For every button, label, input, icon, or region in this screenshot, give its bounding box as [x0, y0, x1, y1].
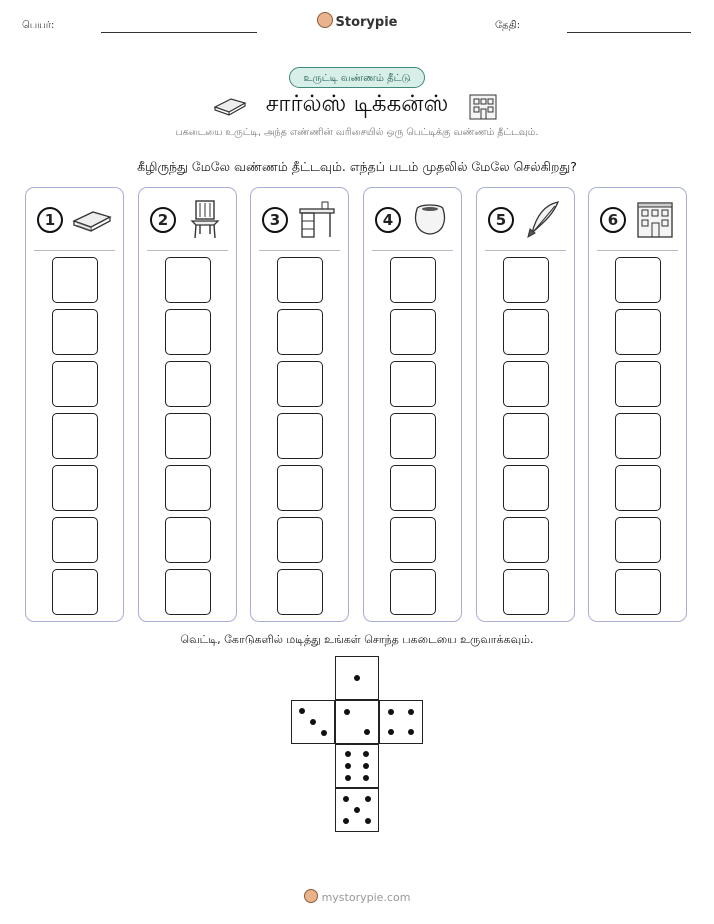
date-label: தேதி:: [495, 20, 521, 31]
color-box[interactable]: [503, 257, 549, 303]
color-box[interactable]: [277, 517, 323, 563]
color-box[interactable]: [52, 361, 98, 407]
inkpot-icon: [409, 199, 451, 239]
column-divider: [147, 250, 228, 251]
page-title: சார்ல்ஸ் டிக்கன்ஸ்: [265, 91, 449, 117]
color-box[interactable]: [390, 257, 436, 303]
dice-pip: [345, 763, 351, 769]
column-divider: [259, 250, 340, 251]
column-number: 1: [37, 207, 63, 233]
color-box[interactable]: [52, 257, 98, 303]
building-icon: [634, 199, 676, 239]
color-box[interactable]: [615, 465, 661, 511]
column-3: [250, 187, 349, 622]
color-box[interactable]: [165, 569, 211, 615]
column-6: [588, 187, 687, 622]
dice-pip: [388, 729, 394, 735]
color-box[interactable]: [52, 569, 98, 615]
dice-face-6: [335, 744, 379, 788]
color-box[interactable]: [52, 413, 98, 459]
column-1: [25, 187, 124, 622]
column-number: 4: [375, 207, 401, 233]
bear-icon: [304, 889, 318, 903]
building-title-icon: [468, 92, 498, 120]
color-box[interactable]: [165, 257, 211, 303]
color-box[interactable]: [165, 517, 211, 563]
dice-pip: [354, 675, 360, 681]
color-box[interactable]: [165, 465, 211, 511]
color-box[interactable]: [277, 257, 323, 303]
dice-pip: [310, 719, 316, 725]
color-box[interactable]: [277, 413, 323, 459]
column-divider: [372, 250, 453, 251]
column-number: 5: [488, 207, 514, 233]
name-label: பெயர்:: [22, 20, 55, 31]
color-box[interactable]: [615, 257, 661, 303]
quill-icon: [522, 199, 564, 239]
color-box[interactable]: [503, 361, 549, 407]
dice-pip: [365, 818, 371, 824]
bear-icon: [317, 12, 333, 28]
dice-pip: [354, 807, 360, 813]
color-box[interactable]: [277, 465, 323, 511]
dice-face-3: [291, 700, 335, 744]
color-box[interactable]: [615, 517, 661, 563]
color-box[interactable]: [277, 569, 323, 615]
dice-pip: [345, 775, 351, 781]
color-box[interactable]: [277, 309, 323, 355]
color-box[interactable]: [390, 517, 436, 563]
instruction: கீழிருந்து மேலே வண்ணம் தீட்டவும். எந்தப் படம் முதலில் மேலே செல்கிறது?: [137, 159, 577, 174]
color-box[interactable]: [277, 361, 323, 407]
column-number: 3: [262, 207, 288, 233]
column-2: [138, 187, 237, 622]
column-divider: [597, 250, 678, 251]
book-icon: [71, 199, 113, 239]
color-box[interactable]: [52, 309, 98, 355]
color-box[interactable]: [615, 361, 661, 407]
dice-pip: [364, 729, 370, 735]
color-box[interactable]: [615, 569, 661, 615]
dice-face-5: [335, 788, 379, 832]
date-line[interactable]: [567, 32, 691, 33]
activity-tag: உருட்டி வண்ணம் தீட்டு: [289, 67, 425, 88]
dice-pip: [408, 709, 414, 715]
dice-pip: [345, 751, 351, 757]
dice-pip: [343, 818, 349, 824]
dice-face-4: [379, 700, 423, 744]
color-box[interactable]: [615, 309, 661, 355]
color-box[interactable]: [390, 569, 436, 615]
dice-pip: [321, 730, 327, 736]
dice-pip: [363, 751, 369, 757]
storypie-logo: Storypie: [0, 12, 714, 30]
dice-pip: [363, 775, 369, 781]
dice-pip: [408, 729, 414, 735]
color-box[interactable]: [503, 569, 549, 615]
color-box[interactable]: [165, 309, 211, 355]
color-box[interactable]: [165, 361, 211, 407]
dice-pip: [365, 796, 371, 802]
color-box[interactable]: [390, 465, 436, 511]
dice-pip: [343, 796, 349, 802]
name-line[interactable]: [101, 32, 257, 33]
color-box[interactable]: [390, 309, 436, 355]
color-box[interactable]: [503, 413, 549, 459]
subtitle: பகடையை உருட்டி, அந்த எண்ணின் வரிசையில் ஒரு பெட்டிக்கு வண்ணம் தீட்டவும்.: [175, 127, 539, 138]
color-box[interactable]: [390, 361, 436, 407]
dice-pip: [299, 708, 305, 714]
dice-face-2: [335, 700, 379, 744]
column-4: [363, 187, 462, 622]
color-box[interactable]: [503, 517, 549, 563]
color-box[interactable]: [390, 413, 436, 459]
color-box[interactable]: [503, 465, 549, 511]
desk-icon: [296, 199, 338, 239]
color-box[interactable]: [503, 309, 549, 355]
dice-pip: [344, 709, 350, 715]
chair-icon: [184, 199, 226, 239]
dice-pip: [363, 763, 369, 769]
color-box[interactable]: [52, 517, 98, 563]
column-divider: [485, 250, 566, 251]
column-5: [476, 187, 575, 622]
dice-face-1: [335, 656, 379, 700]
column-number: 2: [150, 207, 176, 233]
footer: mystorypie.com: [0, 889, 714, 904]
cut-fold-instruction: வெட்டி, கோடுகளில் மடித்து உங்கள் சொந்த பகடையை உருவாக்கவும்.: [180, 633, 534, 646]
column-divider: [34, 250, 115, 251]
color-box[interactable]: [52, 465, 98, 511]
color-box[interactable]: [615, 413, 661, 459]
dice-pip: [388, 709, 394, 715]
color-box[interactable]: [165, 413, 211, 459]
column-number: 6: [600, 207, 626, 233]
